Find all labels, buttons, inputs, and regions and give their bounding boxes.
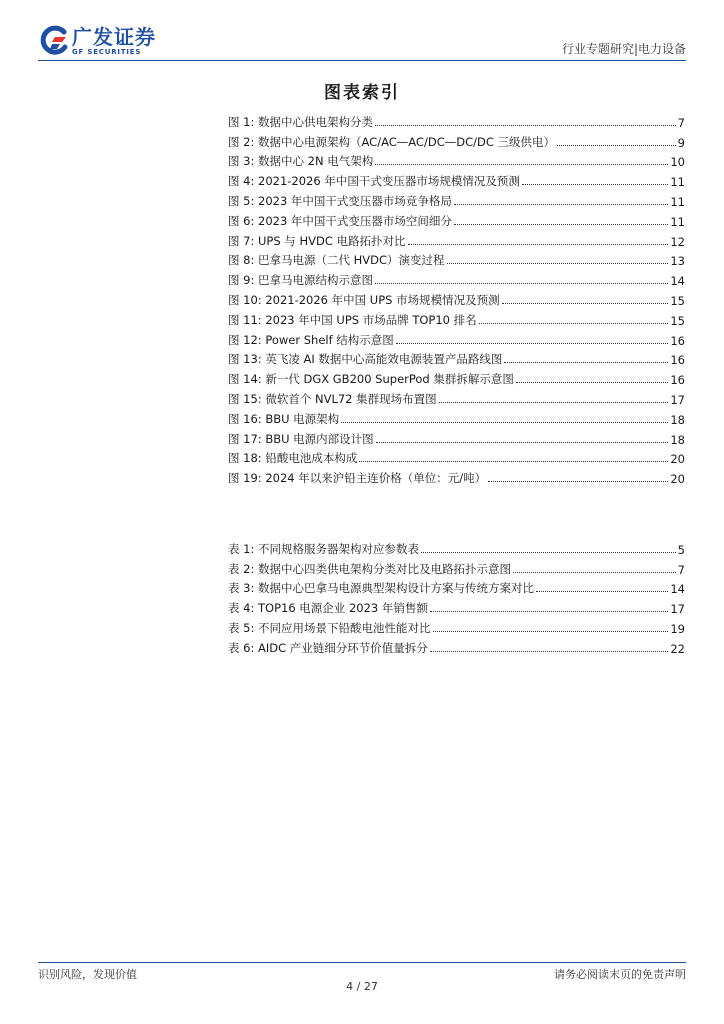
figure-entry-page: 18 [670,412,685,427]
figure-entry-label: 图 3: 数据中心 2N 电气架构 [228,154,374,169]
figure-entry-page: 13 [670,254,685,269]
leader-dots [408,244,669,245]
table-entry-label: 表 1: 不同规格服务器架构对应参数表 [228,541,420,556]
leader-dots [376,442,669,443]
figure-entry-label: 图 9: 巴拿马电源结构示意图 [228,273,374,288]
figure-entry-page: 11 [670,214,685,229]
figure-entry-page: 16 [670,333,685,348]
figure-entry[interactable] [228,367,685,387]
company-logo [38,24,156,58]
figure-entry-page: 14 [670,274,685,289]
table-entry-page: 7 [677,562,685,577]
figure-entry-page: 15 [670,313,685,328]
page-title: 图表索引 [324,83,400,103]
report-category: 行业专题研究|电力设备 [561,42,686,56]
leader-dots [516,382,668,383]
table-entry[interactable] [228,636,685,656]
figure-entry[interactable] [228,387,685,407]
figure-entry-label: 图 8: 巴拿马电源（二代 HVDC）演变过程 [228,253,445,268]
figure-entry-label: 图 15: 微软首个 NVL72 集群现场布置图 [228,391,437,406]
figure-entry-page: 7 [677,115,685,130]
leader-dots [421,552,676,553]
footer-divider [38,962,686,963]
leader-dots [375,125,676,126]
leader-dots [341,422,668,423]
figure-entry[interactable] [228,348,685,368]
figure-entry-label: 图 14: 新一代 DGX GB200 SuperPod 集群拆解示意图 [228,372,514,387]
figure-entry-label: 图 2: 数据中心电源架构（AC/AC—AC/DC—DC/DC 三级供电） [228,134,556,149]
figure-entry-label: 图 12: Power Shelf 结构示意图 [228,332,394,347]
table-entry-label: 表 3: 数据中心巴拿马电源典型架构设计方案与传统方案对比 [228,581,534,596]
figure-entry[interactable] [228,249,685,269]
figure-entry-page: 16 [670,353,685,368]
figure-entry-page: 10 [670,155,685,170]
leader-dots [557,145,676,146]
leader-dots [488,481,668,482]
footer-slogan: 识别风险，发现价值 [38,968,137,981]
table-entry-page: 17 [670,602,685,617]
figure-entry-label: 图 6: 2023 年中国干式变压器市场空间细分 [228,213,452,228]
leader-dots [359,461,668,462]
header-divider [38,60,686,61]
figure-entry[interactable] [228,427,685,447]
table-entry-page: 22 [670,641,685,656]
table-index-list [228,537,685,656]
leader-dots [454,204,668,205]
table-entry-page: 14 [670,582,685,597]
table-entry[interactable] [228,537,685,557]
leader-dots [396,343,669,344]
figure-entry-label: 图 19: 2024 年以来沪铅主连价格（单位：元/吨） [228,471,487,486]
leader-dots [522,184,669,185]
table-entry-page: 19 [670,621,685,636]
figure-entry[interactable] [228,407,685,427]
table-entry[interactable] [228,596,685,616]
figure-entry-page: 17 [670,392,685,407]
figure-entry-page: 15 [670,293,685,308]
leader-dots [504,362,668,363]
brand-name: 广发证券 [72,25,156,49]
figure-entry-page: 12 [670,234,685,249]
figure-entry[interactable] [228,447,685,467]
leader-dots [502,303,669,304]
figure-entry-label: 图 13: 英飞凌 AI 数据中心高能效电源装置产品路线图 [228,352,503,367]
figure-entry[interactable] [228,308,685,328]
figure-entry-label: 图 7: UPS 与 HVDC 电路拓扑对比 [228,233,406,248]
table-entry[interactable] [228,616,685,636]
figure-entry-page: 20 [670,472,685,487]
leader-dots [439,402,669,403]
leader-dots [375,164,668,165]
figure-entry[interactable] [228,150,685,170]
leader-dots [479,323,669,324]
figure-entry-page: 18 [670,432,685,447]
table-entry[interactable] [228,557,685,577]
figure-entry-page: 16 [670,373,685,388]
footer-disclaimer-note: 请务必阅读末页的免责声明 [554,968,686,981]
figure-entry[interactable] [228,110,685,130]
figure-entry[interactable] [228,328,685,348]
figure-entry[interactable] [228,268,685,288]
figure-entry-page: 20 [670,452,685,467]
leader-dots [430,611,668,612]
table-entry-label: 表 4: TOP16 电源企业 2023 年销售额 [228,601,428,616]
figure-entry-label: 图 10: 2021-2026 年中国 UPS 市场规模情况及预测 [228,292,500,307]
figure-entry-label: 图 18: 铅酸电池成本构成 [228,451,358,466]
page-number: 4 / 27 [346,980,378,993]
figure-entry[interactable] [228,189,685,209]
figure-entry-label: 图 5: 2023 年中国干式变压器市场竞争格局 [228,193,452,208]
figure-entry[interactable] [228,169,685,189]
leader-dots [447,263,669,264]
table-entry-label: 表 5: 不同应用场景下铅酸电池性能对比 [228,620,431,635]
leader-dots [536,591,668,592]
brand-name-en: GF SECURITIES [72,48,142,56]
table-entry-label: 表 2: 数据中心四类供电架构分类对比及电路拓扑示意图 [228,561,511,576]
figure-entry[interactable] [228,288,685,308]
figure-entry-page: 9 [677,135,685,150]
figure-entry-label: 图 1: 数据中心供电架构分类 [228,114,374,129]
table-entry[interactable] [228,577,685,597]
leader-dots [375,283,668,284]
figure-entry-page: 11 [670,194,685,209]
leader-dots [513,572,676,573]
table-entry-label: 表 6: AIDC 产业链细分环节价值量拆分 [228,640,428,655]
figure-entry[interactable] [228,229,685,249]
leader-dots [454,224,668,225]
figure-entry-label: 图 11: 2023 年中国 UPS 市场品牌 TOP10 排名 [228,312,477,327]
figure-entry-label: 图 16: BBU 电源架构 [228,411,340,426]
figure-entry[interactable] [228,130,685,150]
figure-entry[interactable] [228,466,685,486]
figure-entry-label: 图 4: 2021-2026 年中国干式变压器市场规模情况及预测 [228,174,520,189]
figure-index-list [228,110,685,486]
leader-dots [430,651,669,652]
table-entry-page: 5 [677,542,685,557]
figure-entry-label: 图 17: BBU 电源内部设计图 [228,431,374,446]
figure-entry[interactable] [228,209,685,229]
logo-mark-icon [38,25,70,57]
leader-dots [433,631,669,632]
figure-entry-page: 11 [670,175,685,190]
